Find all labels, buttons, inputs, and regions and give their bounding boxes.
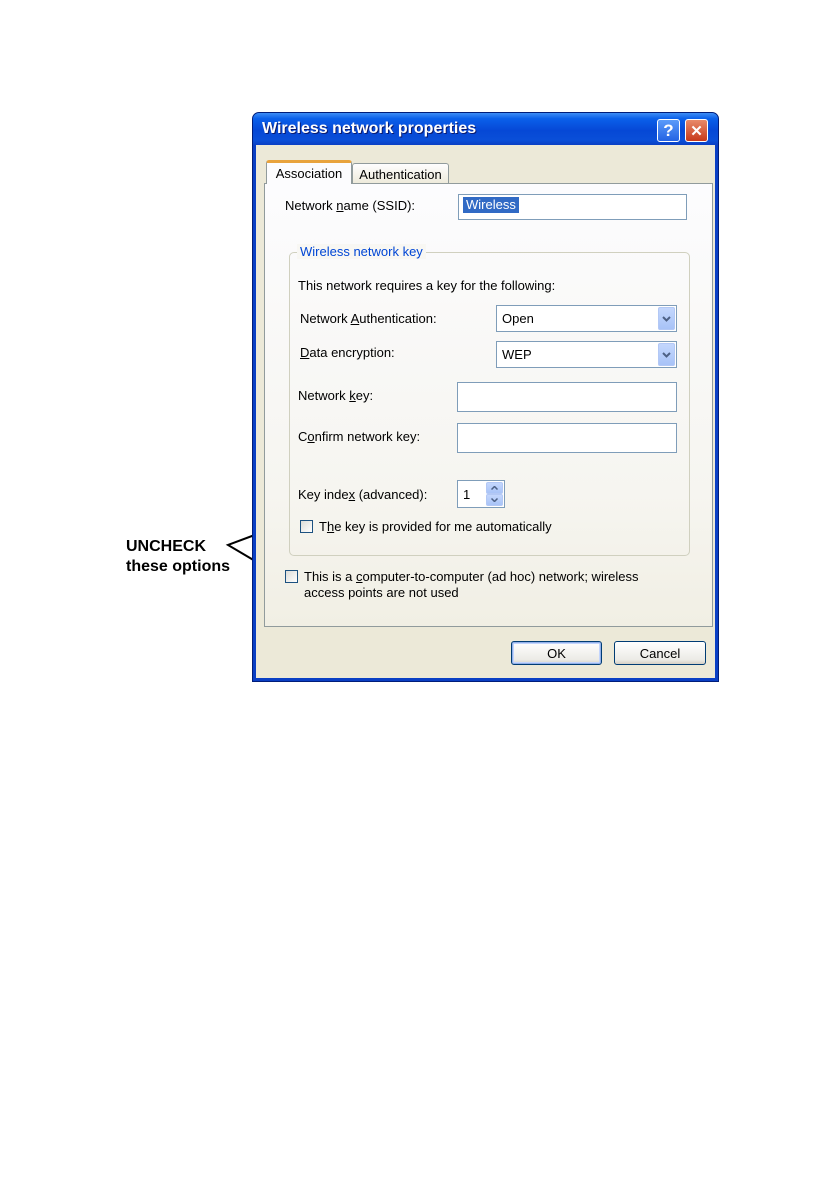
cancel-button-label: Cancel xyxy=(639,645,681,661)
confirm-key-input[interactable] xyxy=(457,423,677,453)
network-auth-select[interactable] xyxy=(496,305,677,332)
network-key-label: Network key: xyxy=(298,388,374,403)
adhoc-label: This is a computer-to-computer (ad hoc) network; wireless xyxy=(304,569,639,584)
tab-authentication[interactable] xyxy=(352,163,449,185)
tab-authentication-label: Authentication xyxy=(359,167,442,182)
callout-annotation xyxy=(126,537,246,577)
chevron-down-icon[interactable] xyxy=(658,307,675,330)
ok-button-label: OK xyxy=(547,645,566,661)
callout-line-1: UNCHECK xyxy=(126,538,206,555)
data-encryption-label: Data encryption: xyxy=(300,345,395,360)
chevron-down-icon[interactable] xyxy=(658,343,675,366)
auto-key-checkbox[interactable] xyxy=(300,520,313,533)
window-title: Wireless network properties xyxy=(262,120,477,137)
adhoc-checkbox[interactable] xyxy=(285,570,298,583)
dialog-client-area xyxy=(256,145,715,678)
help-icon: ? xyxy=(663,120,674,140)
close-button[interactable] xyxy=(685,119,708,142)
auto-key-label: The key is provided for me automatically xyxy=(319,519,552,534)
requires-key-text: This network requires a key for the following: xyxy=(298,278,556,293)
network-auth-value: Open xyxy=(502,311,534,326)
adhoc-label-line2: access points are not used xyxy=(304,585,459,600)
key-index-label: Key index (advanced): xyxy=(298,487,428,502)
ssid-label: Network name (SSID): xyxy=(285,198,416,213)
spin-up-icon[interactable] xyxy=(486,482,503,494)
close-icon: ✕ xyxy=(690,122,703,140)
callout-line-2: these options xyxy=(126,558,231,575)
title-bar[interactable] xyxy=(253,113,718,145)
confirm-key-label: Confirm network key: xyxy=(298,429,421,444)
ssid-input[interactable] xyxy=(458,194,687,220)
help-button[interactable] xyxy=(657,119,680,142)
cancel-button[interactable] xyxy=(614,641,706,665)
key-index-spinner[interactable] xyxy=(457,480,505,508)
association-panel xyxy=(264,183,713,627)
wireless-key-group xyxy=(289,244,690,556)
wireless-properties-dialog xyxy=(252,112,719,682)
tab-association[interactable] xyxy=(266,160,352,184)
key-index-value: 1 xyxy=(463,487,471,502)
data-encryption-select[interactable] xyxy=(496,341,677,368)
ok-button[interactable] xyxy=(511,641,602,665)
network-key-input[interactable] xyxy=(457,382,677,412)
ssid-value: Wireless xyxy=(463,197,519,213)
tab-association-label: Association xyxy=(275,166,343,181)
spin-down-icon[interactable] xyxy=(486,494,503,506)
group-title: Wireless network key xyxy=(297,244,426,259)
data-encryption-value: WEP xyxy=(502,347,532,362)
network-auth-label: Network Authentication: xyxy=(300,311,437,326)
